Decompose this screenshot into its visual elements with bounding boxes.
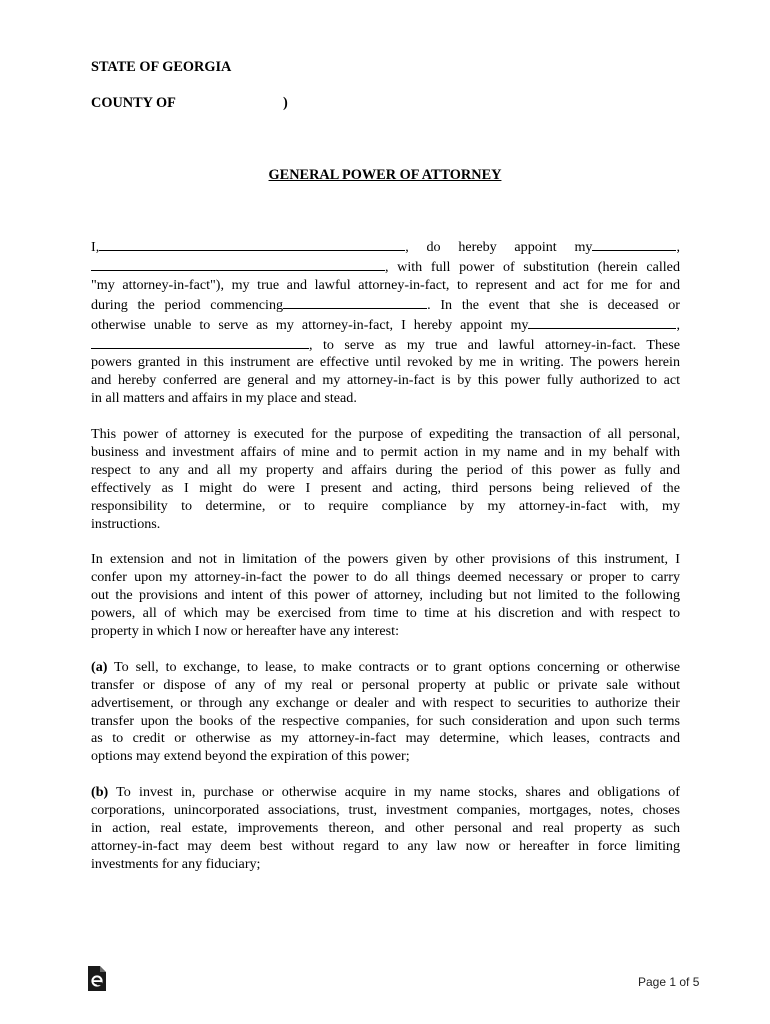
text-line: during the period commencing . In the event that she is deceased or (91, 296, 681, 313)
text-line: transfer or dispose of any of my real or personal property at public or private sale without (91, 676, 680, 693)
text-line: I, , do hereby appoint my , (91, 239, 680, 255)
text-line: "my attorney-in-fact"), my true and lawful attorney-in-fact, to represent and act for me for and (91, 276, 680, 293)
power-a-paragraph (91, 659, 680, 766)
text-line: transfer upon the books of the respective companies, for such consideration and upon such terms (91, 712, 680, 729)
county-heading (91, 95, 288, 112)
text-line: attorney-in-fact may deem best without regard to any law now or hereafter in force limiting (91, 837, 680, 854)
powers-intro-paragraph (91, 551, 680, 641)
text-line: instructions. (91, 515, 161, 532)
text-line: confer upon my attorney-in-fact the power to do all things deemed necessary or proper to carry (91, 569, 680, 586)
successor-address-blank (91, 335, 309, 349)
page-number: Page 1 of 5 (638, 975, 700, 989)
text-line: , with full power of substitution (herein called (91, 257, 680, 277)
text-line: This power of attorney is executed for the purpose of expediting the transaction of all personal, (91, 426, 680, 443)
text-line: , to serve as my true and lawful attorney-in-fact. These (91, 335, 680, 355)
text-line: as to credit or otherwise as my attorney-in-fact may determine, which leases, contracts and (91, 730, 680, 747)
text-line: investments for any fiduciary; (91, 855, 261, 872)
document-title: GENERAL POWER OF ATTORNEY (268, 167, 502, 183)
text-line: responsibility to determine, or to require compliance by my attorney-in-fact with, my (91, 497, 680, 514)
county-label: COUNTY OF (91, 95, 176, 111)
text-line: options may extend beyond the expiration of this power; (91, 748, 410, 765)
appointment-paragraph (91, 237, 680, 408)
purpose-paragraph (91, 426, 680, 533)
text-line: business and investment affairs of mine and to permit action in my name and in my behalf with (91, 443, 680, 460)
text-line: powers granted in this instrument are effective until revoked by me in writing. The powers herein (91, 354, 680, 371)
text-line: powers, all of which may be exercised from time to time at his discretion and with respect to (91, 605, 680, 622)
county-paren: ) (283, 95, 288, 111)
attorney-address-blank (91, 257, 385, 271)
successor-attorney-blank (528, 315, 676, 329)
text-line: In extension and not in limitation of the powers given by other provisions of this instrument, I (91, 551, 680, 568)
commencement-date-blank (283, 295, 427, 309)
eforms-logo-icon (88, 966, 106, 991)
text-line: (b) To invest in, purchase or otherwise acquire in my name stocks, shares and obligations of (91, 784, 680, 801)
text-line: respect to any and all my property and affairs during the period of this power as fully and (91, 461, 680, 478)
clause-label: (b) (91, 784, 109, 801)
text-line: advertisement, or through any exchange or dealer and with respect to securities to authorize their (91, 694, 680, 711)
text-line: in action, real estate, improvements thereon, and other personal and real property as such (91, 819, 680, 836)
state-heading: STATE OF GEORGIA (91, 59, 232, 75)
power-b-paragraph (91, 784, 680, 874)
text-line: property in which I now or hereafter have any interest: (91, 623, 399, 639)
text-line: (a) To sell, to exchange, to lease, to make contracts or to grant options concerning or otherwise (91, 658, 680, 675)
attorney-name-blank (592, 237, 676, 251)
text-line: and hereby conferred are general and my attorney-in-fact is by this power fully authorized to act (91, 372, 680, 389)
principal-name-blank (99, 237, 405, 251)
text-line: in all matters and affairs in my place and stead. (91, 390, 357, 407)
clause-label: (a) (91, 658, 108, 675)
text-line: effectively as I might do were I present and acting, third persons being relieved of the (91, 479, 680, 496)
text-line: out the provisions and intent of this power of attorney, including but not limited to the following (91, 587, 680, 604)
document-body (91, 237, 680, 892)
text-line: otherwise unable to serve as my attorney-in-fact, I hereby appoint my , (91, 316, 680, 333)
text-line: corporations, unincorporated associations, trust, investment companies, mortgages, notes, choses (91, 802, 680, 819)
